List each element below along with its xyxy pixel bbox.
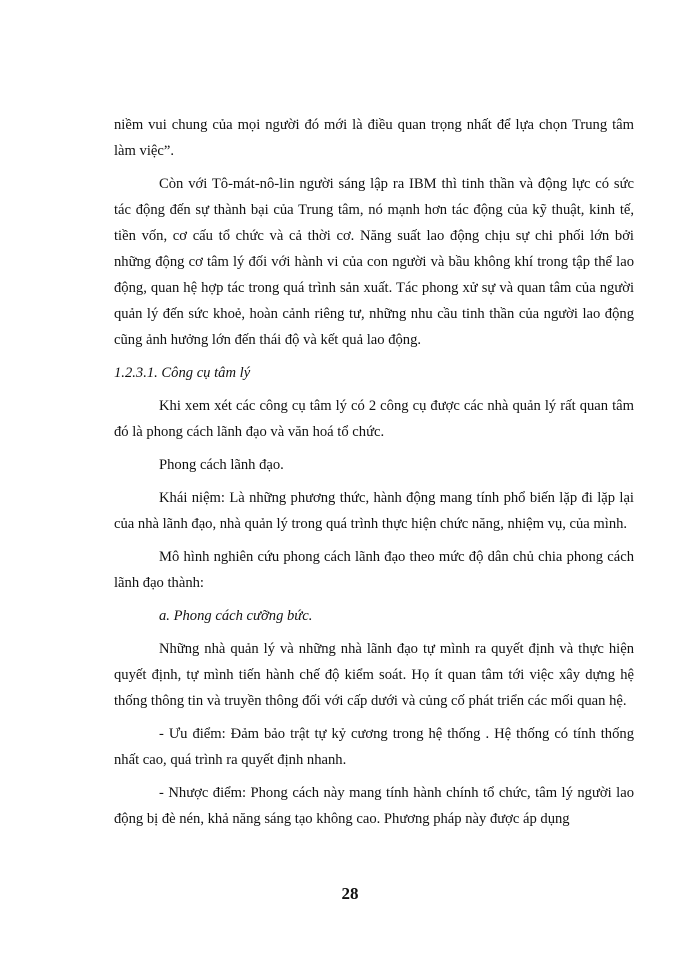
- paragraph-model: Mô hình nghiên cứu phong cách lãnh đạo theo mức độ dân chủ chia phong cách lãnh đạo thành:: [114, 549, 634, 591]
- paragraph-advantages: - Ưu điểm: Đảm bảo trật tự kỷ cương trong hệ thống . Hệ thống có tính thống nhất cao, quá trình ra quyết định nhanh.: [114, 726, 634, 768]
- paragraph-tomatnolin: Còn với Tô-mát-nô-lin người sáng lập ra IBM thì tinh thần và động lực có sức tác động đến sự thành bại của Trung tâm, nó mạnh hơn tác động của kỹ thuật, kinh tế, tiền vốn, cơ cấu tổ chức và cả thời cơ. Năng suất lao động chịu sự chi phối lớn bởi những động cơ tâm lý đối với hành vi của con người và bầu không khí trong tập thể lao động, quan hệ hợp tác trong quá trình sản xuất. Tác phong xử sự và quan tâm của người quản lý đến sức khoẻ, hoàn cảnh riêng tư, những nhu cầu tinh thần của người lao động cũng ảnh hưởng lớn đến thái độ và kết quả lao động.: [114, 176, 634, 348]
- paragraph-coercive-description: Những nhà quản lý và những nhà lãnh đạo tự mình ra quyết định và thực hiện quyết định, tự mình tiến hành chế độ kiểm soát. Họ ít quan tâm tới việc xây dựng hệ thống thông tin và truyền thông đối với cấp dưới và củng cố phát triển các mối quan hệ.: [114, 641, 634, 709]
- page-body: [114, 112, 634, 839]
- paragraph-concept: Khái niệm: Là những phương thức, hành động mang tính phổ biến lặp đi lặp lại của nhà lãnh đạo, nhà quản lý trong quá trình thực hiện chức năng, nhiệm vụ, của mình.: [114, 490, 634, 532]
- page-number: 28: [341, 884, 359, 903]
- paragraph-disadvantages: - Nhược điểm: Phong cách này mang tính hành chính tổ chức, tâm lý người lao động bị đè nén, khả năng sáng tạo không cao. Phương pháp này được áp dụng: [114, 785, 634, 827]
- paragraph-leadership-style: Phong cách lãnh đạo.: [159, 457, 284, 473]
- paragraph-psychology-tools: Khi xem xét các công cụ tâm lý có 2 công cụ được các nhà quản lý rất quan tâm đó là phong cách lãnh đạo và văn hoá tổ chức.: [114, 398, 634, 440]
- section-heading: 1.2.3.1. Công cụ tâm lý: [114, 365, 251, 381]
- paragraph-continuation: niềm vui chung của mọi người đó mới là điều quan trọng nhất để lựa chọn Trung tâm làm việc”.: [114, 117, 634, 159]
- subheading-coercive-style: a. Phong cách cưỡng bức.: [159, 608, 313, 624]
